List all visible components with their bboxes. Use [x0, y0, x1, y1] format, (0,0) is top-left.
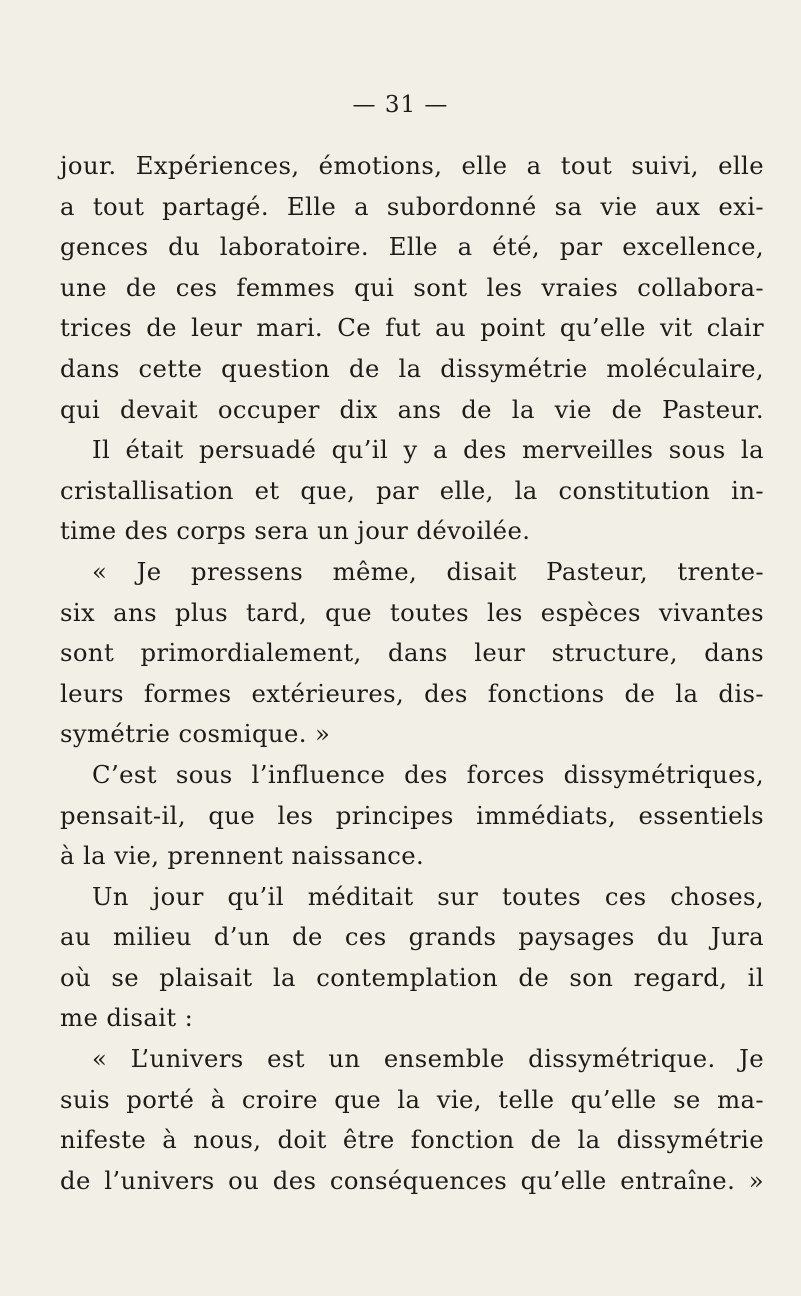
text-line: symétrie cosmique. » [60, 719, 331, 749]
text-line: qui devait occuper dix ans de la vie de Pasteur. [60, 394, 764, 424]
text-line: C’est sous l’influence des forces dissymétriques, [92, 759, 764, 789]
text-line: trices de leur mari. Ce fut au point qu’elle vit clair [60, 313, 764, 343]
text-line: sont primordialement, dans leur structure, dans [60, 638, 764, 668]
text-line: au milieu d’un de ces grands paysages du Jura [60, 922, 764, 952]
text-line: me disait : [60, 1003, 194, 1033]
text-line: où se plaisait la contemplation de son regard, il [60, 962, 764, 992]
text-line: « L’univers est un ensemble dissymétrique. Je [92, 1044, 764, 1074]
page-number: — 31 — [352, 92, 449, 118]
text-line: « Je pressens même, disait Pasteur, trente- [92, 556, 764, 586]
text-line: six ans plus tard, que toutes les espèces vivantes [60, 597, 764, 627]
body-text [60, 146, 764, 1201]
text-line: nifeste à nous, doit être fonction de la dissymétrie [60, 1125, 764, 1155]
text-line: cristallisation et que, par elle, la constitution in- [60, 475, 764, 505]
text-line: Il était persuadé qu’il y a des merveilles sous la [92, 435, 764, 465]
text-line: gences du laboratoire. Elle a été, par excellence, [60, 232, 764, 262]
text-line: Un jour qu’il méditait sur toutes ces choses, [92, 881, 764, 911]
text-line: pensait-il, que les principes immédiats, essentiels [60, 800, 764, 830]
text-line: jour. Expériences, émotions, elle a tout suivi, elle [60, 151, 764, 180]
text-line: de l’univers ou des conséquences qu’elle entraîne. » [60, 1165, 764, 1195]
text-line: time des corps sera un jour dévoilée. [60, 516, 531, 546]
text-line: à la vie, prennent naissance. [60, 841, 425, 871]
text-line: suis porté à croire que la vie, telle qu’elle se ma- [60, 1084, 764, 1114]
text-line: une de ces femmes qui sont les vraies collabora- [60, 272, 764, 302]
text-line: leurs formes extérieures, des fonctions de la dis- [60, 678, 764, 708]
text-line: a tout partagé. Elle a subordonné sa vie aux exi- [60, 191, 764, 221]
text-line: dans cette question de la dissymétrie moléculaire, [60, 353, 764, 383]
